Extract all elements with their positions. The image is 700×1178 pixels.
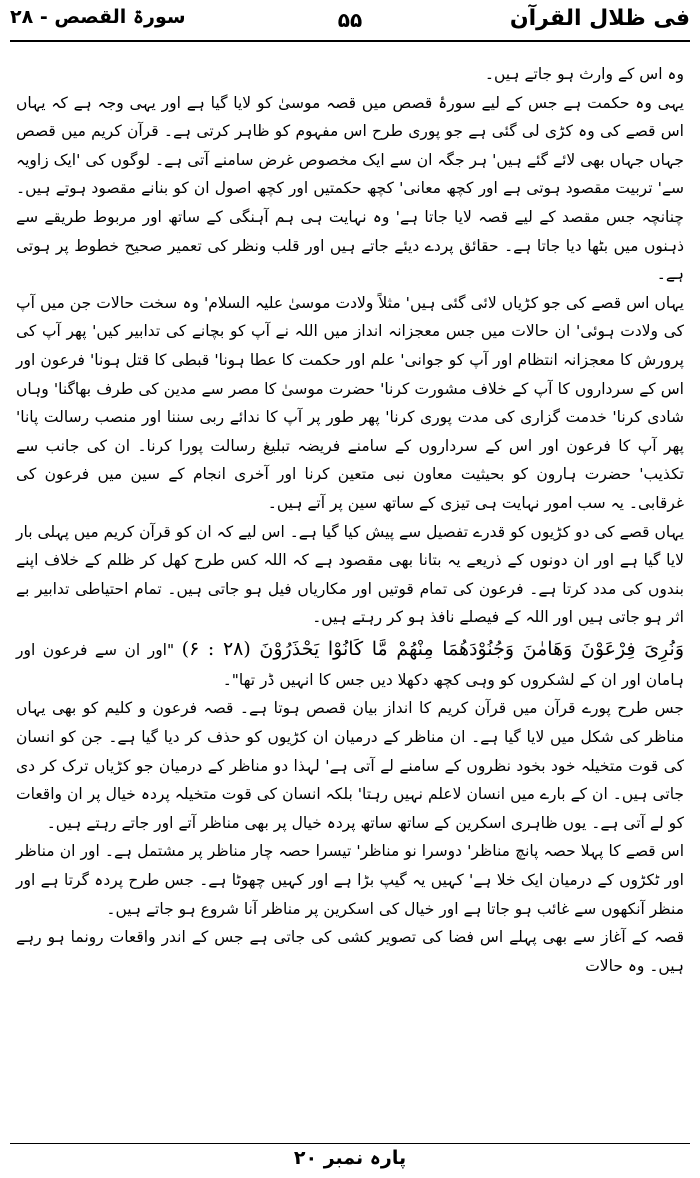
para-label: پارہ نمبر ۲۰ [293,1147,407,1169]
verse-arabic: وَنُرِیَ فِرْعَوْنَ وَهَامٰنَ وَجُنُوْدَهُمَا مِنْهُمْ مَّا كَانُوْا یَحْذَرُوْنَ (۲۸ : ۶) [181,637,685,660]
page-number: ۵۵ [337,8,363,32]
paragraph: وہ اس کے وارث ہو جاتے ہیں۔ [484,65,684,83]
paragraph: یہی وہ حکمت ہے جس کے لیے سورۂ قصص میں قصہ موسیٰ کو لایا گیا ہے اور یہی وجہ ہے کہ یہاں اس قصے کی وہ کڑی لی گئی ہے جو پوری طرح اس مفہوم کو ظاہر کرتی ہے۔ قرآن کریم میں قصص جہاں جہاں بھی لائے گئے ہیں' ہر جگہ ان سے ایک مخصوص غرض سامنے آتی ہے۔ لوگوں کی 'ایک زاویہ سے' تربیت مقصود ہوتی ہے اور کچھ معانی' کچھ حکمتیں اور کچھ اصول ان کو بنانے مقصود ہوتے ہیں۔ چنانچہ جس مقصد کے لیے قصہ لایا جاتا ہے' وہ نہایت ہی ہم آہنگی کے ساتھ اور مربوط طریقے سے ذہنوں میں بٹھا دیا جاتا ہے۔ حقائق پردے دیئے جاتے ہیں اور قلب ونظر کی تعمیر صحیح خطوط پر ہوتی ہے۔ [16,93,684,284]
verse-translation: "اور ان سے فرعون اور ہامان اور ان کے لشکروں کو وہی کچھ دکھلا دیں جس کا انہیں ڈر تھا"۔ [16,640,684,689]
paragraph: قصہ کے آغاز سے بھی پہلے اس فضا کی تصویر کشی کی جاتی ہے جس کے اندر واقعات رونما ہو رہے ہیں۔ وہ حالات [16,928,684,975]
book-title: فی ظلال القرآن [509,6,690,31]
surah-label: سورۃ القصص - ۲۸ [10,6,186,28]
paragraph: اس قصے کا پہلا حصہ پانچ مناظر' دوسرا نو مناظر' تیسرا حصہ چار مناظر پر مشتمل ہے۔ اور ان مناظر اور ٹکڑوں کے درمیان ایک خلا ہے' کہیں یہ گیپ بڑا ہے اور کہیں چھوٹا ہے۔ جس طرح پردہ گرتا ہے اور منظر آنکھوں سے غائب ہو جاتا ہے اور خیال کی اسکرین پر مناظر آنا شروع ہو جاتے ہیں۔ [16,842,684,918]
paragraph: جس طرح پورے قرآن میں قرآن کریم کا انداز بیان قصص ہوتا ہے۔ قصہ فرعون و کلیم کو بھی یہاں مناظر کی شکل میں لایا گیا ہے۔ ان مناظر کے درمیان ان کڑیوں کو حذف کر دیا گیا ہے۔ جن کو انسان کی قوت متخیلہ خود بخود نظروں کے سامنے لے آتی ہے' لہذا دو مناظر کے درمیان جو کڑیاں ترک کر دی جاتی ہیں۔ ان کے بارے میں انسان لاعلم نہیں رہتا' بلکہ انسان کی قوت متخیلہ پردہ خیال پر ان واقعات کو لے آتی ہے۔ یوں ظاہری اسکرین کے ساتھ ساتھ پردہ خیال پر بھی مناظر آتے اور جاتے رہتے ہیں۔ [16,699,684,832]
page-header [10,6,690,36]
quranic-verse [16,632,684,695]
header-rule [10,40,690,42]
paragraph: یہاں قصے کی دو کڑیوں کو قدرے تفصیل سے پیش کیا گیا ہے۔ اس لیے کہ ان کو قرآن کریم میں پہلی بار لایا گیا ہے اور ان دونوں کے ذریعے یہ بتانا بھی مقصود ہے کہ اللہ کس طرح کھل کر ظلم کے خلاف اپنے بندوں کی مدد کرتا ہے۔ فرعون کی تمام قوتیں اور مکاریاں فیل ہو جاتی ہیں۔ تمام احتیاطی تدابیر بے اثر ہو جاتی ہیں اور اللہ کے فیصلے نافذ ہو کر رہتے ہیں۔ [16,522,684,627]
footer-rule [10,1143,690,1144]
paragraph: یہاں اس قصے کی جو کڑیاں لائی گئی ہیں' مثلاً ولادت موسیٰ علیہ السلام' وہ سخت حالات جن میں آپ کی ولادت ہوئی' ان حالات میں جس معجزانہ انداز میں اللہ نے آپ کو بچانے کی تدابیر کیں' پھر آپ کی پرورش کا معجزانہ انتظام اور آپ کو جوانی' علم اور حکمت کا عطا ہونا' قبطی کا قتل ہونا' فرعون اور اس کے سرداروں کا آپ کے خلاف مشورت کرنا' حضرت موسیٰ کا مصر سے مدین کی طرف بھاگنا' وہاں شادی کرنا' خدمت گزاری کی مدت پوری کرنا' پھر طور پر آپ کا ندائے ربی سننا اور منصب رسالت پانا' پھر آپ کا فرعون اور اس کے سرداروں کے سامنے فریضہ تبلیغ رسالت پورا کرنا۔ ان کی جانب سے تکذیب' حضرت ہارون کو بحیثیت معاون نبی متعین کرنا اور آخری انجام کے سین میں فرعون کی غرقابی۔ یہ سب امور نہایت ہی تیزی کے ساتھ سین پر آتے ہیں۔ [16,293,684,512]
page-body [16,60,684,980]
